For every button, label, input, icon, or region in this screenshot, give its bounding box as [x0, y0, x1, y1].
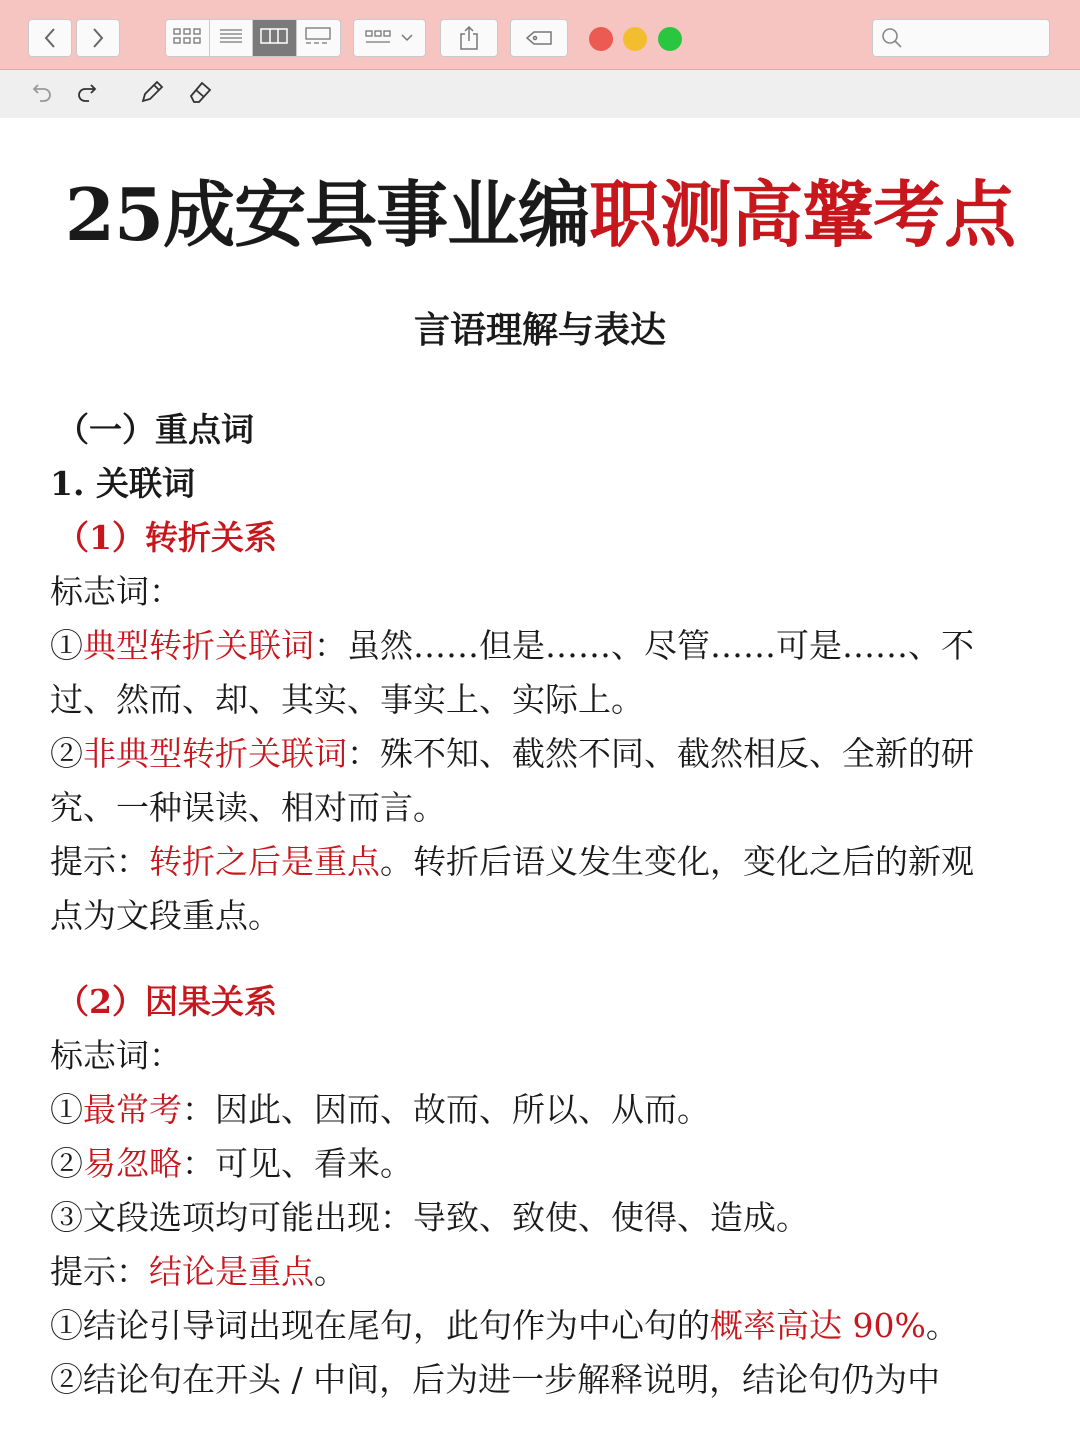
body-text: 。转折后语义发生变化，变化之后的新观: [380, 842, 974, 881]
close-window-button[interactable]: [589, 27, 613, 51]
body-text: 。: [314, 1252, 347, 1291]
eraser-button[interactable]: [186, 80, 214, 108]
grid-view-icon: [172, 26, 202, 50]
item-heading: 1. 关联词: [50, 464, 195, 503]
pencil-icon: [139, 79, 165, 109]
highlight-term: 转折之后是重点: [149, 842, 380, 881]
contrast-line-1: [50, 619, 974, 673]
marker-label: 标志词：: [50, 1036, 182, 1075]
causal-tip: [50, 1245, 347, 1299]
forward-button[interactable]: [76, 19, 120, 57]
tip-label: 提示：: [50, 1252, 149, 1291]
group-by-button[interactable]: [353, 19, 426, 57]
redo-button[interactable]: [73, 80, 101, 108]
search-input[interactable]: [872, 19, 1050, 57]
back-icon: [43, 27, 57, 49]
document-subtitle: 言语理解与表达: [413, 309, 666, 351]
undo-icon: [30, 80, 54, 108]
body-text: 。: [925, 1306, 959, 1345]
minimize-window-button[interactable]: [623, 27, 647, 51]
body-text: ①结论引导词出现在尾句，此句作为中心句的: [50, 1306, 710, 1345]
group-icon: [364, 28, 416, 48]
title-black-part: 25成安县事业编: [64, 172, 590, 257]
pencil-button[interactable]: [138, 80, 166, 108]
conclusion-line-1: [50, 1299, 959, 1353]
subheading-contrast: （1）转折关系: [56, 518, 277, 557]
maximize-window-button[interactable]: [658, 27, 682, 51]
body-text: ：虽然……但是……、尽管……可是……、不: [314, 626, 974, 665]
causal-line-2: [50, 1137, 413, 1191]
tip-label: 提示：: [50, 842, 149, 881]
list-number: ①: [50, 626, 83, 665]
marker-label: 标志词：: [50, 572, 182, 611]
column-view-icon: [259, 26, 289, 50]
highlight-term: 最常考: [83, 1090, 182, 1129]
share-button[interactable]: [440, 19, 498, 57]
tag-button[interactable]: [510, 19, 568, 57]
column-view-button[interactable]: [253, 20, 297, 56]
contrast-tip: [50, 835, 974, 889]
section-heading: （一）重点词: [56, 410, 254, 449]
tag-icon: [525, 29, 553, 47]
contrast-line-3: [50, 727, 974, 781]
contrast-line-4: 究、一种误读、相对而言。: [50, 788, 446, 827]
body-text: ：可见、看来。: [182, 1144, 413, 1183]
window-toolbar: [0, 0, 1080, 70]
subheading-causal: （2）因果关系: [56, 982, 277, 1021]
search-icon: [881, 27, 903, 53]
list-number: ①: [50, 1090, 83, 1129]
contrast-line-2: 过、然而、却、其实、事实上、实际上。: [50, 680, 644, 719]
redo-icon: [75, 80, 99, 108]
causal-line-1: [50, 1083, 710, 1137]
highlight-term: 结论是重点: [149, 1252, 314, 1291]
back-button[interactable]: [28, 19, 72, 57]
list-view-button[interactable]: [210, 20, 254, 56]
title-red-part: 职测高鞶考点: [589, 172, 1016, 257]
eraser-icon: [187, 79, 213, 109]
view-mode-segmented-control[interactable]: [165, 19, 341, 57]
forward-icon: [91, 27, 105, 49]
gallery-view-icon: [303, 26, 333, 50]
list-number: ②: [50, 734, 83, 773]
list-view-icon: [218, 26, 244, 50]
highlight-term: 易忽略: [83, 1144, 182, 1183]
document-title: [0, 170, 1080, 260]
conclusion-line-2: ②结论句在开头 / 中间，后为进一步解释说明，结论句仍为中: [50, 1360, 941, 1399]
causal-line-3: ③文段选项均可能出现：导致、致使、使得、造成。: [50, 1198, 809, 1237]
contrast-tip-line-2: 点为文段重点。: [50, 896, 281, 935]
highlight-term: 非典型转折关联词: [83, 734, 347, 773]
grid-view-button[interactable]: [166, 20, 210, 56]
list-number: ②: [50, 1144, 83, 1183]
highlight-term: 概率高达 90%: [710, 1306, 926, 1345]
body-text: ：殊不知、截然不同、截然相反、全新的研: [347, 734, 974, 773]
share-icon: [458, 25, 480, 51]
highlight-term: 典型转折关联词: [83, 626, 314, 665]
undo-button[interactable]: [28, 80, 56, 108]
body-text: ：因此、因而、故而、所以、从而。: [182, 1090, 710, 1129]
gallery-view-button[interactable]: [297, 20, 340, 56]
